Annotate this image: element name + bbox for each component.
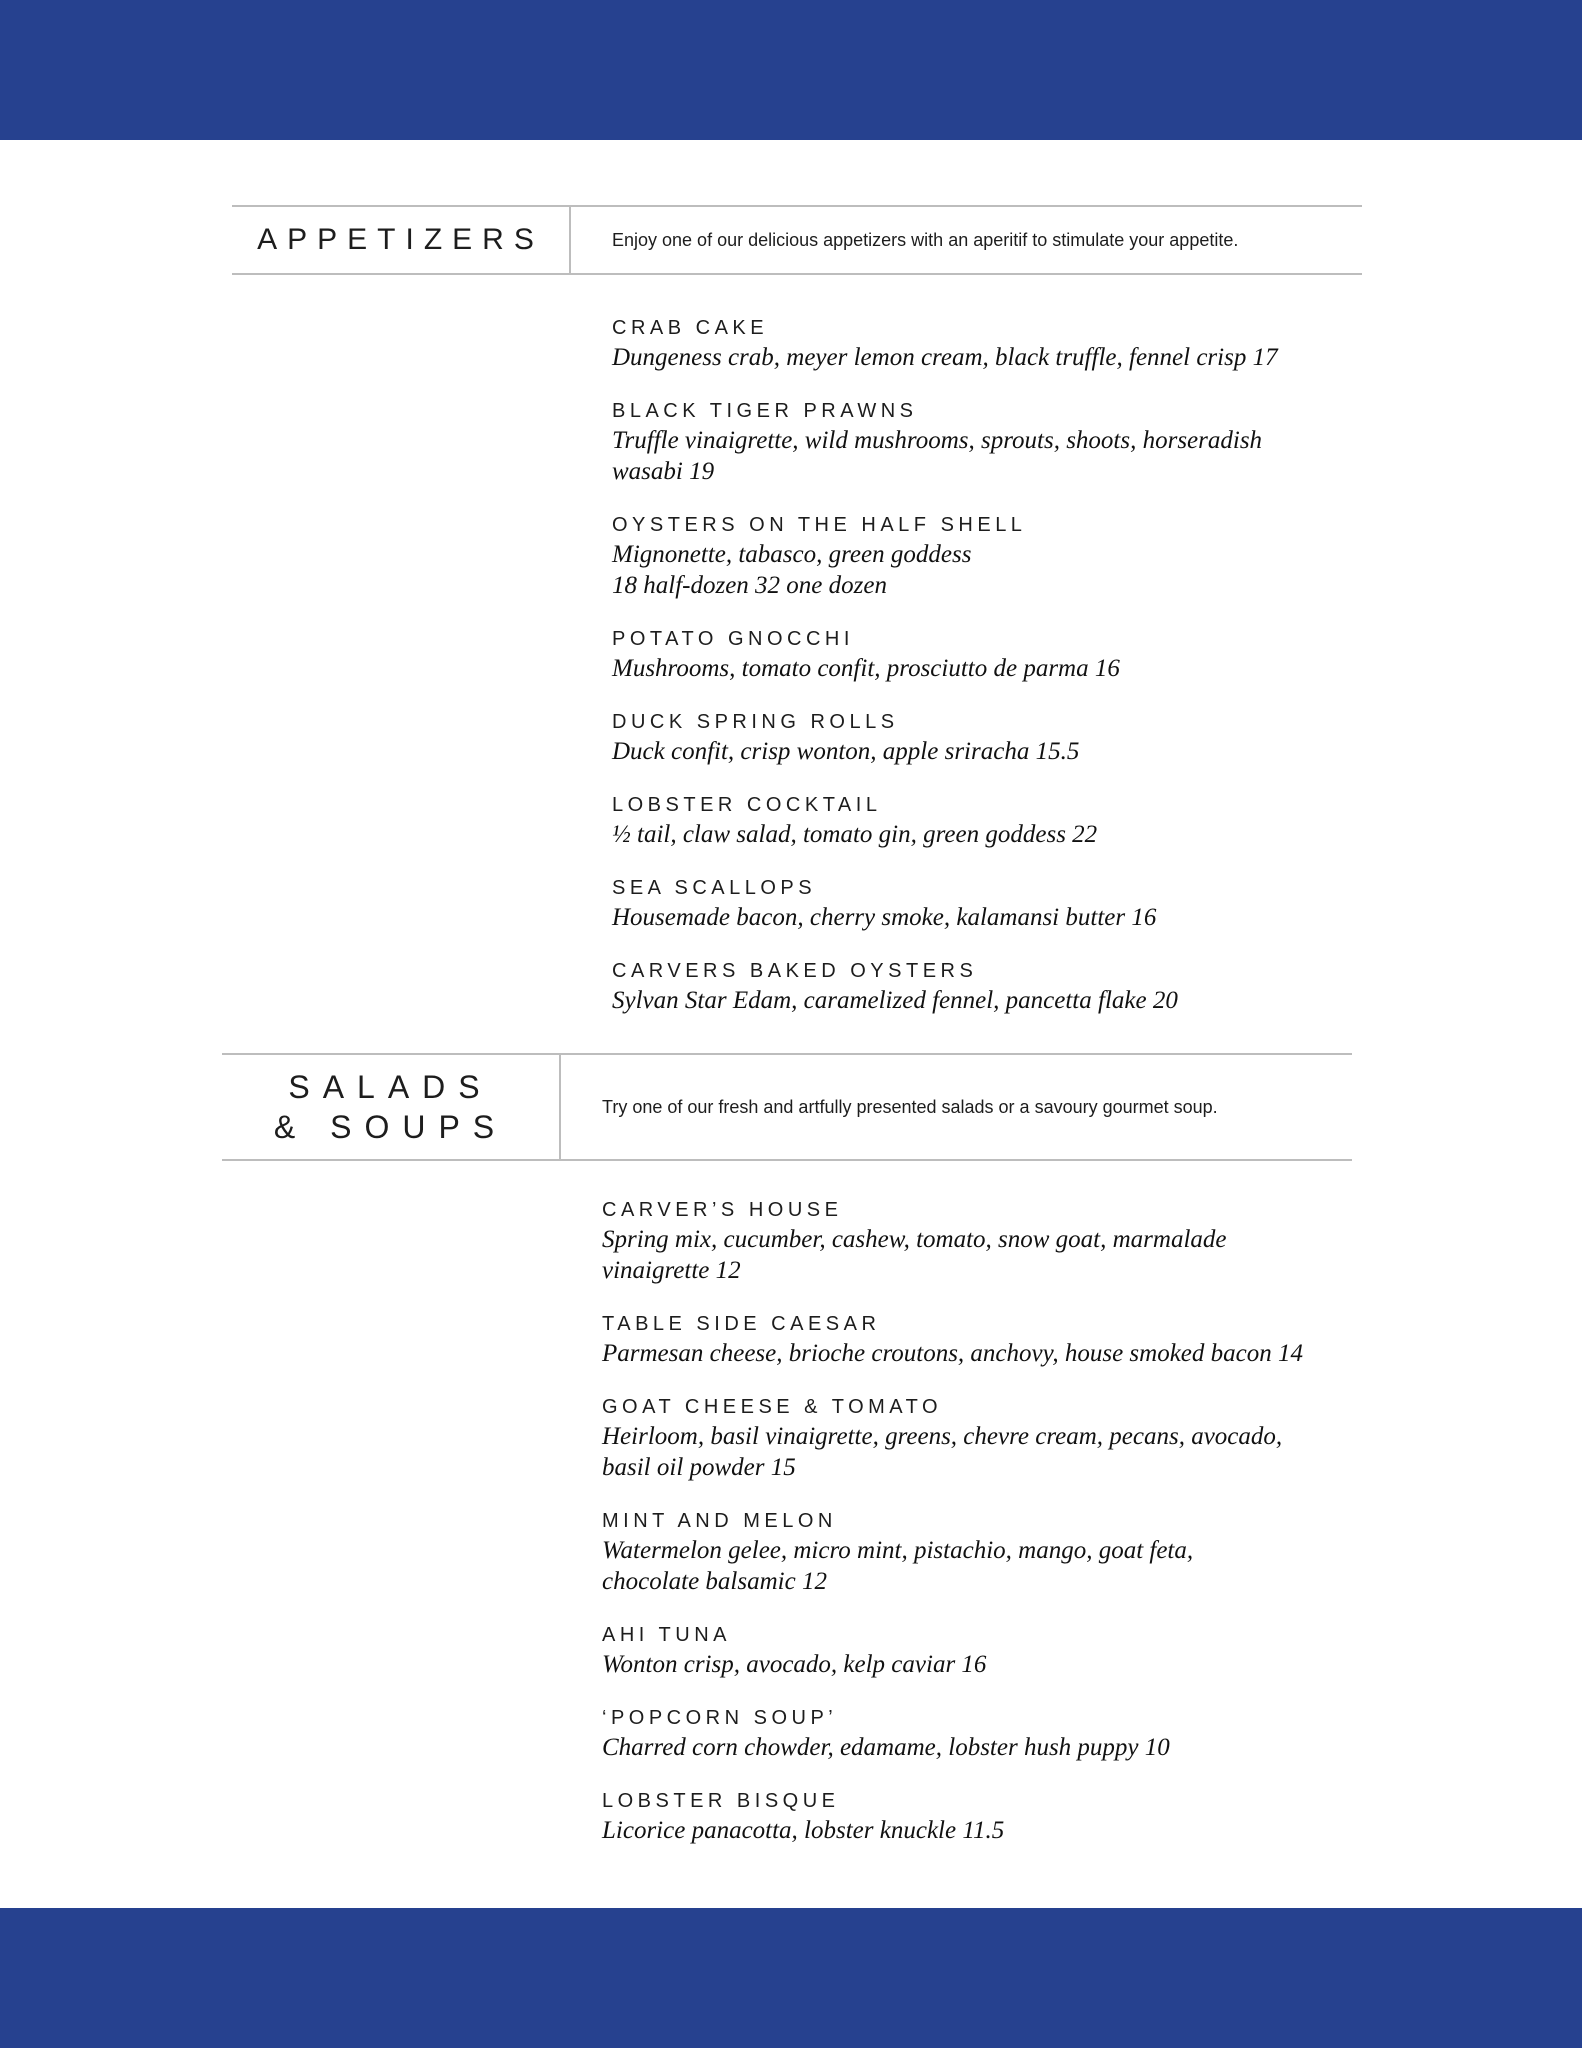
menu-item-name: GOAT CHEESE & TOMATO (602, 1396, 943, 1418)
menu-item-description: ½ tail, claw salad, tomato gin, green goddess 22 (612, 821, 1098, 848)
menu-item-name: DUCK SPRING ROLLS (612, 711, 899, 733)
menu-item-name: MINT AND MELON (602, 1510, 837, 1532)
menu-item-table-side-caesar (602, 1310, 1362, 1369)
menu-item-name: CARVER’S HOUSE (602, 1199, 843, 1221)
menu-item-description: Licorice panacotta, lobster knuckle 11.5 (602, 1817, 1005, 1844)
salads-soups-item-list (602, 1196, 1402, 1846)
menu-item-mint-and-melon (602, 1507, 1362, 1597)
menu-item-popcorn-soup (602, 1704, 1362, 1763)
top-color-band (0, 0, 1582, 140)
salads-soups-header (222, 1053, 1352, 1161)
salads-soups-title: SALADS & SOUPS (222, 1055, 561, 1159)
menu-item-description: Parmesan cheese, brioche croutons, anchovy, house smoked bacon 14 (602, 1340, 1303, 1367)
menu-item-name: LOBSTER BISQUE (602, 1790, 840, 1812)
menu-item-description: Spring mix, cucumber, cashew, tomato, snow goat, marmalade vinaigrette 12 (602, 1226, 1227, 1284)
menu-item-description: Sylvan Star Edam, caramelized fennel, pancetta flake 20 (612, 987, 1178, 1014)
menu-item-black-tiger-prawns (612, 397, 1372, 487)
appetizers-header (232, 205, 1362, 275)
menu-item-name: ‘POPCORN SOUP’ (602, 1707, 838, 1729)
menu-item-ahi-tuna (602, 1621, 1362, 1680)
menu-item-description: Duck confit, crisp wonton, apple sriracha 15.5 (612, 738, 1080, 765)
menu-item-name: SEA SCALLOPS (612, 877, 817, 899)
appetizers-title: APPETIZERS (232, 207, 571, 273)
menu-item-description: Housemade bacon, cherry smoke, kalamansi butter 16 (612, 904, 1157, 931)
salads-soups-description: Try one of our fresh and artfully presented salads or a savoury gourmet soup. (602, 1096, 1218, 1117)
appetizers-description: Enjoy one of our delicious appetizers with an aperitif to stimulate your appetite. (612, 229, 1239, 250)
menu-item-lobster-bisque (602, 1787, 1362, 1846)
menu-item-description: Charred corn chowder, edamame, lobster hush puppy 10 (602, 1734, 1170, 1761)
menu-item-name: TABLE SIDE CAESAR (602, 1313, 881, 1335)
menu-item-description: Watermelon gelee, micro mint, pistachio, mango, goat feta, chocolate balsamic 12 (602, 1537, 1194, 1595)
menu-item-description: Mignonette, tabasco, green goddess 18 half-dozen 32 one dozen (612, 541, 972, 599)
menu-item-oysters-half-shell (612, 511, 1372, 601)
bottom-color-band (0, 1908, 1582, 2048)
menu-item-potato-gnocchi (612, 625, 1372, 684)
menu-item-description: Truffle vinaigrette, wild mushrooms, sprouts, shoots, horseradish wasabi 19 (612, 427, 1263, 485)
menu-item-description: Dungeness crab, meyer lemon cream, black truffle, fennel crisp 17 (612, 344, 1278, 371)
menu-item-name: BLACK TIGER PRAWNS (612, 400, 918, 422)
menu-item-name: OYSTERS ON THE HALF SHELL (612, 514, 1027, 536)
menu-item-description: Heirloom, basil vinaigrette, greens, chevre cream, pecans, avocado, basil oil powder 15 (602, 1423, 1283, 1481)
menu-item-lobster-cocktail (612, 791, 1372, 850)
appetizers-item-list (612, 314, 1392, 1024)
menu-item-duck-spring-rolls (612, 708, 1372, 767)
menu-item-carvers-house (602, 1196, 1362, 1286)
menu-item-description: Wonton crisp, avocado, kelp caviar 16 (602, 1651, 987, 1678)
menu-item-name: LOBSTER COCKTAIL (612, 794, 882, 816)
menu-item-crab-cake (612, 314, 1372, 373)
menu-item-carvers-baked-oysters (612, 957, 1372, 1016)
menu-item-name: CARVERS BAKED OYSTERS (612, 960, 978, 982)
menu-item-name: POTATO GNOCCHI (612, 628, 854, 650)
menu-item-description: Mushrooms, tomato confit, prosciutto de parma 16 (612, 655, 1120, 682)
menu-item-sea-scallops (612, 874, 1372, 933)
menu-item-name: AHI TUNA (602, 1624, 731, 1646)
menu-item-goat-cheese-tomato (602, 1393, 1362, 1483)
menu-item-name: CRAB CAKE (612, 317, 769, 339)
